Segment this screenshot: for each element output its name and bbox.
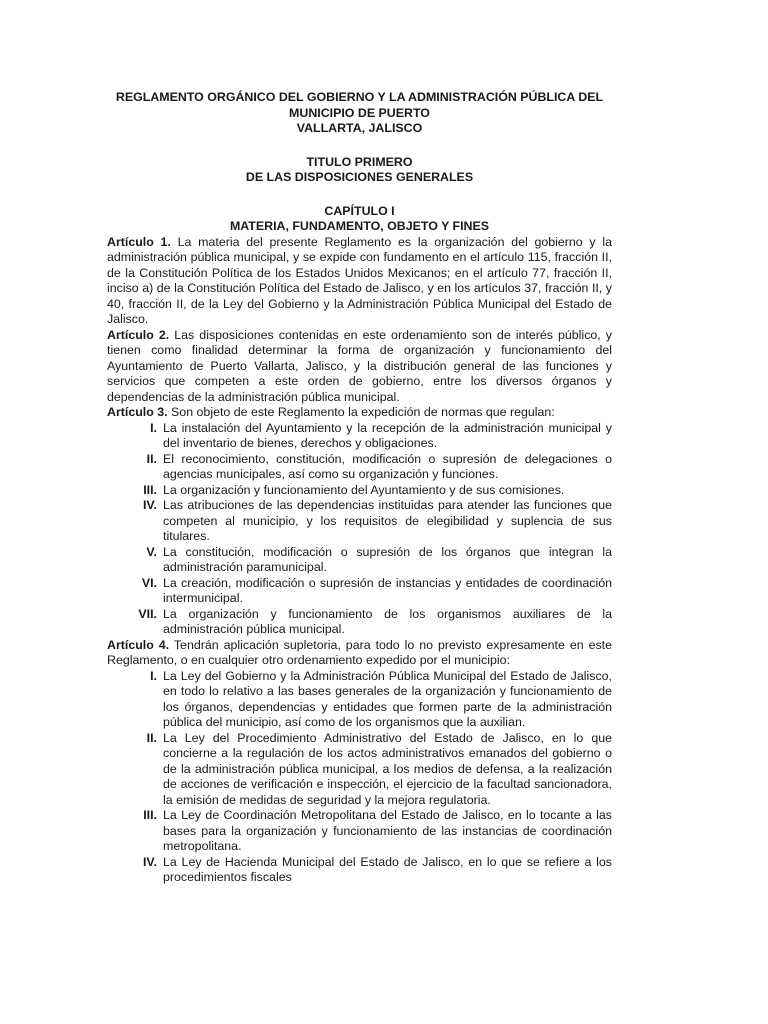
article-4-list xyxy=(107,669,612,886)
title-line-2: VALLARTA, JALISCO xyxy=(296,121,423,135)
list-item-number: II. xyxy=(146,451,157,466)
capitulo-heading xyxy=(107,204,612,235)
list-item-number: V. xyxy=(146,544,157,559)
article-2 xyxy=(107,328,612,406)
capitulo-subtitle: MATERIA, FUNDAMENTO, OBJETO Y FINES xyxy=(229,219,490,233)
article-4 xyxy=(107,638,612,669)
article-1-label: Artículo 1. xyxy=(107,234,171,249)
list-item xyxy=(107,483,612,499)
list-item-text: La organización y funcionamiento de los organismos auxiliares de la administración pública municipal. xyxy=(163,606,612,636)
article-3-list xyxy=(107,421,612,638)
article-4-label: Artículo 4. xyxy=(107,637,170,652)
list-item-number: IV. xyxy=(142,498,157,512)
list-item-number: III. xyxy=(143,808,157,822)
list-item xyxy=(107,545,612,576)
list-item xyxy=(107,669,612,731)
list-item-number: I. xyxy=(150,420,157,435)
list-item-number: VII. xyxy=(138,606,157,621)
list-item-number: III. xyxy=(143,482,157,497)
list-item-text: La creación, modificación o supresión de instancias y entidades de coordinación intermunicipal. xyxy=(163,575,612,605)
list-item xyxy=(107,808,612,855)
list-item-text: Las atribuciones de las dependencias instituidas para atender las funciones que competen al municipio, y los requisitos de elegibilidad y suplencia de sus titulares. xyxy=(163,498,612,543)
titulo-heading xyxy=(107,155,612,186)
article-1-text: La materia del presente Reglamento es la organización del gobierno y la administración pública municipal, y se expide con fundamento en el artículo 115, fracción II, de la Constitución Política de los Estados Unidos Mexicanos; en el artículo 77, fracción II, inciso a) de la Constitución Política del Estado de Jalisco, y en los artículos 37, fracción II, y 40, fracción II, de la Ley del Gobierno y la Administración Pública Municipal del Estado de Jalisco. xyxy=(107,234,613,326)
article-3-label: Artículo 3. xyxy=(107,405,168,419)
list-item-text: El reconocimiento, constitución, modificación o supresión de delegaciones o agencias municipales, así como su organización y funciones. xyxy=(163,451,612,481)
list-item xyxy=(107,855,612,886)
list-item-text: La Ley del Gobierno y la Administración Pública Municipal del Estado de Jalisco, en todo lo relativo a las bases generales de la organización y funcionamiento de los órganos, dependencias y entidades que formen parte de la administración pública del municipio, así como de los organismos que la auxilian. xyxy=(163,668,612,729)
list-item xyxy=(107,421,612,452)
list-item xyxy=(107,498,612,545)
article-4-text: Tendrán aplicación supletoria, para todo lo no previsto expresamente en este Reglamento, o en cualquier otro ordenamiento expedido por el municipio: xyxy=(107,637,613,667)
article-2-text: Las disposiciones contenidas en este ordenamiento son de interés público, y tienen como finalidad determinar la forma de organización y funcionamiento del Ayuntamiento de Puerto Vallarta, Jalisco, y la distribución general de las funciones y servicios que competen a este orden de gobierno, entre los diversos órganos y dependencias de la administración pública municipal. xyxy=(107,327,612,404)
list-item-text: La instalación del Ayuntamiento y la recepción de la administración municipal y del inventario de bienes, derechos y obligaciones. xyxy=(163,420,612,450)
article-1 xyxy=(107,235,612,328)
article-3-text: Son objeto de este Reglamento la expedición de normas que regulan: xyxy=(171,405,555,419)
list-item-text: La Ley de Hacienda Municipal del Estado de Jalisco, en lo que se refiere a los procedimientos fiscales xyxy=(163,854,612,884)
document-title xyxy=(107,90,612,137)
list-item-number: I. xyxy=(150,668,157,683)
list-item xyxy=(107,607,612,638)
article-2-label: Artículo 2. xyxy=(107,327,170,342)
titulo-label: TITULO PRIMERO xyxy=(306,154,413,169)
list-item-text: La Ley de Coordinación Metropolitana del Estado de Jalisco, en lo tocante a las bases para la organización y funcionamiento de las instancias de coordinación metropolitana. xyxy=(163,808,612,853)
list-item-text: La Ley del Procedimiento Administrativo del Estado de Jalisco, en lo que concierne a la regulación de los actos administrativos emanados del gobierno o de la administración pública municipal, a los medios de defensa, a la realización de acciones de verificación e inspección, el ejercicio de la facultad sancionadora, la emisión de medidas de seguridad y la mejora regulatoria. xyxy=(163,730,612,807)
capitulo-label: CAPÍTULO I xyxy=(324,203,395,218)
list-item xyxy=(107,452,612,483)
list-item xyxy=(107,731,612,809)
list-item-text: La constitución, modificación o supresión de los órganos que integran la administración paramunicipal. xyxy=(163,544,612,574)
list-item xyxy=(107,576,612,607)
list-item-number: VI. xyxy=(141,575,157,590)
article-3 xyxy=(107,405,612,421)
titulo-subtitle: DE LAS DISPOSICIONES GENERALES xyxy=(245,170,474,184)
list-item-number: IV. xyxy=(142,854,157,869)
list-item-text: La organización y funcionamiento del Ayuntamiento y de sus comisiones. xyxy=(163,482,565,497)
list-item-number: II. xyxy=(146,730,157,745)
title-line-1: REGLAMENTO ORGÁNICO DEL GOBIERNO Y LA ADMINISTRACIÓN PÚBLICA DEL MUNICIPIO DE PUERTO xyxy=(115,90,604,120)
